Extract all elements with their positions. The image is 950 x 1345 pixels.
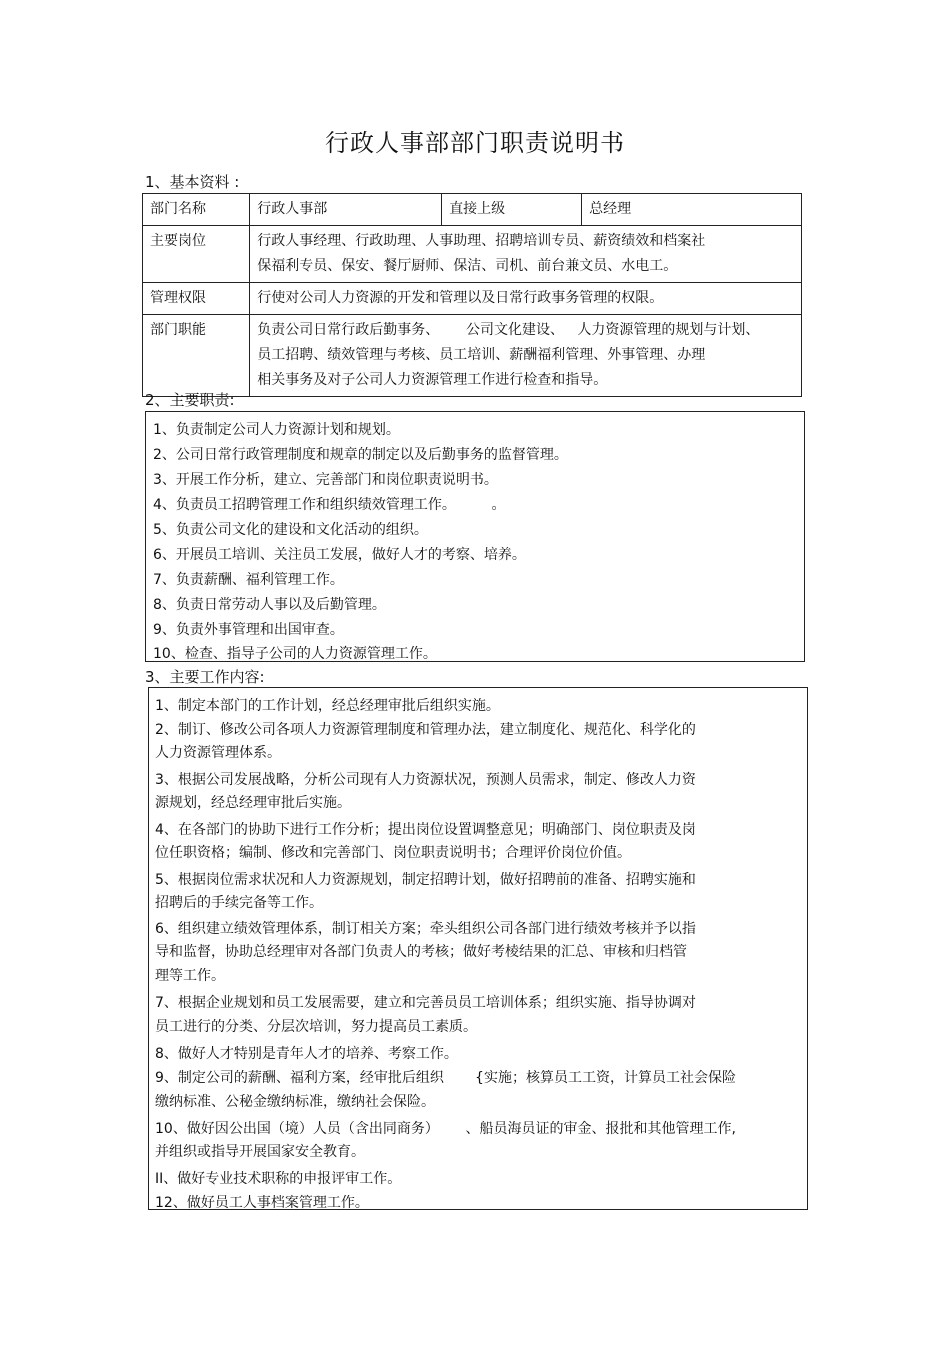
work-content-line: 人力资源管理体系。 [155, 745, 281, 761]
duty-item: 7、负责薪酬、福利管理工作。 [153, 572, 344, 588]
work-content-line: 员工进行的分类、分层次培训，努力提高员工素质。 [155, 1019, 477, 1035]
work-content-line: 招聘后的手续完备等工作。 [155, 895, 323, 911]
table-row [143, 283, 802, 315]
work-content-line: 7、根据企业规划和员工发展需要，建立和完善员员工培训体系；组织实施、指导协调对 [155, 995, 696, 1011]
positions-line: 行政人事经理、行政助理、人事助理、招聘培训专员、薪资绩效和档案社 [257, 233, 706, 249]
authority-value: 行使对公司人力资源的开发和管理以及日常行政事务管理的权限。 [250, 283, 802, 315]
duty-item: 1、负责制定公司人力资源计划和规划。 [153, 422, 400, 438]
positions-line: 保福利专员、保安、餐厅厨师、保洁、司机、前台兼文员、水电工。 [257, 258, 678, 274]
table-row [143, 194, 802, 226]
table-row [143, 315, 802, 397]
function-line: 负责公司日常行政后勤事务、 公司文化建设、 人力资源管理的规划与计划、 [257, 322, 760, 338]
duty-item: 5、负责公司文化的建设和文化活动的组织。 [153, 522, 428, 538]
section3-heading: 3、主要工作内容: [145, 668, 265, 686]
work-content-line: 6、组织建立绩效管理体系，制订相关方案；牵头组织公司各部门进行绩效考核并予以指 [155, 921, 696, 937]
function-value [250, 315, 802, 397]
function-line: 员工招聘、绩效管理与考核、员工培训、薪酬福利管理、外事管理、办理 [257, 347, 706, 363]
work-content-line: 9、制定公司的薪酬、福利方案，经审批后组织 {实施；核算员工工资，计算员工社会保险 [155, 1070, 736, 1086]
work-content-box [148, 687, 808, 1210]
superior-label: 直接上级 [442, 194, 582, 226]
work-content-line: 10、做好因公出国（境）人员（含出同商务） 、船员海员证的审金、报批和其他管理工作, [155, 1121, 736, 1137]
work-content-line: 8、做好人才特别是青年人才的培养、考察工作。 [155, 1046, 458, 1062]
work-content-line: 12、做好员工人事档案管理工作。 [155, 1195, 369, 1211]
duty-item: 10、检查、指导子公司的人力资源管理工作。 [153, 646, 437, 662]
duty-item: 2、公司日常行政管理制度和规章的制定以及后勤事务的监督管理。 [153, 447, 568, 463]
authority-label: 管理权限 [143, 283, 250, 315]
duty-item: 4、负责员工招聘管理工作和组织绩效管理工作。 。 [153, 497, 506, 513]
duty-item: 3、开展工作分析，建立、完善部门和岗位职责说明书。 [153, 472, 498, 488]
work-content-line: 4、在各部门的协助下进行工作分析；提出岗位设置调整意见；明确部门、岗位职责及岗 [155, 822, 696, 838]
work-content-line: 源规划，经总经理审批后实施。 [155, 795, 351, 811]
dept-name-label: 部门名称 [143, 194, 250, 226]
duty-item: 8、负责日常劳动人事以及后勤管理。 [153, 597, 386, 613]
superior-value: 总经理 [582, 194, 802, 226]
work-content-line: II、做好专业技术职称的申报评审工作。 [155, 1171, 402, 1187]
work-content-line: 位任职资格；编制、修改和完善部门、岗位职责说明书；合理评价岗位价值。 [155, 845, 631, 861]
work-content-line: 3、根据公司发展战略，分析公司现有人力资源状况，预测人员需求，制定、修改人力资 [155, 772, 696, 788]
work-content-line: 理等工作。 [155, 968, 225, 984]
positions-value [250, 226, 802, 283]
work-content-line: 2、制订、修改公司各项人力资源管理制度和管理办法，建立制度化、规范化、科学化的 [155, 722, 696, 738]
duties-box [145, 411, 805, 662]
section2-heading: 2、主要职责: [145, 391, 235, 409]
section1-heading: 1、基本资料 : [145, 173, 240, 191]
work-content-line: 导和监督，协助总经理审对各部门负责人的考核；做好考棱结果的汇总、审核和归档管 [155, 944, 687, 960]
work-content-line: 并组织或指导开展国家安全教育。 [155, 1144, 365, 1160]
page-title: 行政人事部部门职责说明书 [325, 129, 625, 157]
table-row [143, 226, 802, 283]
duty-item: 6、开展员工培训、关注员工发展，做好人才的考察、培养。 [153, 547, 526, 563]
dept-name-value: 行政人事部 [250, 194, 442, 226]
function-label: 部门职能 [143, 315, 250, 397]
work-content-line: 5、根据岗位需求状况和人力资源规划，制定招聘计划，做好招聘前的准备、招聘实施和 [155, 872, 696, 888]
duty-item: 9、负责外事管理和出国审查。 [153, 622, 344, 638]
work-content-line: 缴纳标准、公秘金缴纳标准，缴纳社会保险。 [155, 1094, 435, 1110]
positions-label: 主要岗位 [143, 226, 250, 283]
basic-info-table [142, 193, 802, 397]
work-content-line: 1、制定本部门的工作计划，经总经理审批后组织实施。 [155, 698, 500, 714]
function-line: 相关事务及对子公司人力资源管理工作进行检查和指导。 [257, 372, 608, 388]
